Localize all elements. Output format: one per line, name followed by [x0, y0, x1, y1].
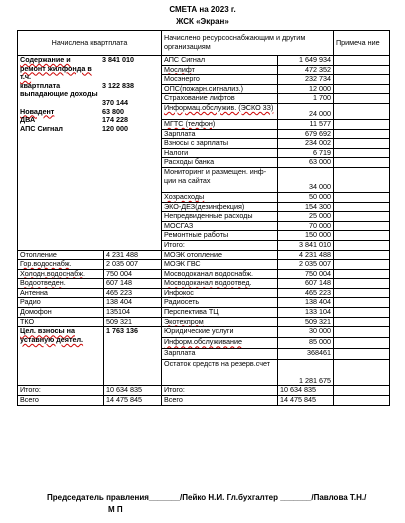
supplier-label: Радиосеть: [162, 298, 278, 308]
utility-accrued: 509 321: [104, 317, 162, 327]
note-cell: [334, 119, 390, 129]
note-cell: [334, 65, 390, 75]
supplier-value: 138 404: [278, 298, 334, 308]
note-cell: [334, 192, 390, 202]
supplier-label: Мосводоканал водоотвед.: [162, 279, 278, 289]
breakdown-label: ДВА: [20, 115, 36, 125]
supplier-value: 750 004: [278, 269, 334, 279]
expense-label: Итого:: [162, 240, 278, 250]
expense-label: Мониторинг и размещен. инф-ции на сайтах: [162, 167, 278, 192]
utility-accrued: 4 231 488: [104, 250, 162, 260]
note-cell: [334, 279, 390, 289]
target-item-label: Зарплата: [162, 349, 278, 360]
target-item-label: Остаток средств на резерв.счет: [162, 360, 278, 386]
note-cell: [334, 317, 390, 327]
target-item-label: Юридические услуги: [162, 327, 278, 338]
expense-value: 472 352: [278, 65, 334, 75]
signature-line: Председатель правления_______/Пейко Н.И. Гл.бухгалтер _______/Павлова Т.Н./: [47, 493, 367, 502]
total-label: Всего: [162, 396, 278, 406]
expense-value: 154 300: [278, 202, 334, 212]
note-cell: [334, 240, 390, 250]
target-item-label: Информ.обслуживание: [162, 338, 278, 349]
expense-value: 232 734: [278, 75, 334, 85]
note-cell: [334, 288, 390, 298]
note-cell: [334, 250, 390, 260]
expense-label: Страхование лифтов: [162, 94, 278, 104]
expense-label: Зарплата: [162, 129, 278, 139]
utility-accrued: 465 223: [104, 288, 162, 298]
note-cell: [334, 158, 390, 168]
expense-value: 63 000: [278, 158, 334, 168]
expense-value: 34 000: [278, 167, 334, 192]
expense-value: 50 000: [278, 192, 334, 202]
expense-value: 24 000: [278, 103, 334, 119]
note-cell: [334, 231, 390, 241]
utility-accrued: 138 404: [104, 298, 162, 308]
expense-label: ОПС(пожарн.сигнализ.): [162, 84, 278, 94]
total-label: Итого:: [18, 386, 104, 396]
total-value: 14 475 845: [278, 396, 334, 406]
expense-value: 25 000: [278, 212, 334, 222]
supplier-value: 133 104: [278, 308, 334, 318]
note-cell: [334, 360, 390, 386]
expense-label: Мослифт: [162, 65, 278, 75]
breakdown-label: Содержание и ремонт жилфонда в т.ч.: [20, 55, 92, 82]
breakdown-label: Новадент: [20, 106, 55, 116]
supplier-label: Инфокос: [162, 288, 278, 298]
total-label: Итого:: [162, 386, 278, 396]
document-title: СМЕТА на 2023 г.: [169, 5, 236, 14]
breakdown-value: 63 800: [102, 106, 124, 116]
total-value: 10 634 835: [104, 386, 162, 396]
expense-value: 70 000: [278, 221, 334, 231]
organization-name: ЖСК «Экран»: [176, 17, 229, 26]
utility-accrued: 607 148: [104, 279, 162, 289]
note-cell: [334, 212, 390, 222]
expense-label: Хозрасходы: [162, 192, 278, 202]
breakdown-item: [20, 108, 159, 117]
note-cell: [334, 94, 390, 104]
total-value: 14 475 845: [104, 396, 162, 406]
expense-label: Ремонтные работы: [162, 231, 278, 241]
note-cell: [334, 260, 390, 270]
expense-value: 234 002: [278, 139, 334, 149]
breakdown-item: [20, 56, 159, 82]
supplier-value: 509 321: [278, 317, 334, 327]
utility-label: Отопление: [18, 250, 104, 260]
target-item-value: 30 000: [278, 327, 334, 338]
note-cell: [334, 386, 390, 396]
expense-label: Мосэнерго: [162, 75, 278, 85]
utility-label: Антенна: [18, 288, 104, 298]
note-cell: [334, 84, 390, 94]
utility-label: ТКО: [18, 317, 104, 327]
expense-label: Информац.обслужив. (ЭСКО 3З): [162, 103, 278, 119]
supplier-value: 465 223: [278, 288, 334, 298]
breakdown-item: [20, 82, 159, 99]
expense-label: Взносы с зарплаты: [162, 139, 278, 149]
note-cell: [334, 167, 390, 192]
utility-label: Домофон: [18, 308, 104, 318]
target-item-value: 1 281 675: [278, 360, 334, 386]
expense-value: 150 000: [278, 231, 334, 241]
utility-label: Радио: [18, 298, 104, 308]
breakdown-value: 174 228: [102, 115, 128, 125]
utility-label: Водоотведен.: [18, 279, 104, 289]
expense-label: Налоги: [162, 148, 278, 158]
supplier-label: Экотехпром: [162, 317, 278, 327]
breakdown-value: 3 841 010: [102, 55, 134, 64]
note-cell: [334, 338, 390, 349]
expense-label: Расходы банка: [162, 158, 278, 168]
breakdown-item: [20, 125, 159, 134]
expense-label: Непредвиденные расходы: [162, 212, 278, 222]
expense-value: 6 719: [278, 148, 334, 158]
supplier-value: 4 231 488: [278, 250, 334, 260]
target-value: 1 763 136: [104, 327, 162, 386]
note-cell: [334, 56, 390, 66]
note-cell: [334, 148, 390, 158]
supplier-label: МОЭК отопление: [162, 250, 278, 260]
header-accrued-rent: Начислена квартплата: [18, 31, 162, 56]
note-cell: [334, 103, 390, 119]
expense-value: 12 000: [278, 84, 334, 94]
expense-value: 1 700: [278, 94, 334, 104]
utility-accrued: 135104: [104, 308, 162, 318]
note-cell: [334, 129, 390, 139]
note-cell: [334, 75, 390, 85]
supplier-label: МОЭК ГВС: [162, 260, 278, 270]
stamp-mark: М П: [108, 505, 123, 514]
utility-accrued: 2 035 007: [104, 260, 162, 270]
supplier-label: Мосводоканал водоснабж.: [162, 269, 278, 279]
header-note: Примеча ние: [334, 31, 390, 56]
expense-value: 679 692: [278, 129, 334, 139]
target-label: Цел. взносы на уставную деятел.: [18, 327, 104, 386]
expense-value: 3 841 010: [278, 240, 334, 250]
total-value: 10 634 835: [278, 386, 334, 396]
utility-label: Холодн.водоснабж.: [18, 269, 104, 279]
note-cell: [334, 349, 390, 360]
utility-label: Гор.водоснабж.: [18, 260, 104, 270]
target-item-value: 368461: [278, 349, 334, 360]
header-accrued-suppliers: Начислено ресурсоснабжающим и другим организациям: [162, 31, 334, 56]
maintenance-breakdown: [18, 56, 162, 251]
note-cell: [334, 396, 390, 406]
expense-value: 11 577: [278, 119, 334, 129]
breakdown-value: 120 000: [102, 123, 128, 133]
breakdown-label: АПС Сигнал: [20, 123, 63, 133]
breakdown-label: квартплата выпадающие доходы: [20, 80, 98, 99]
total-label: Всего: [18, 396, 104, 406]
expense-label: АПС Сигнал: [162, 56, 278, 66]
expense-value: 1 649 934: [278, 56, 334, 66]
note-cell: [334, 298, 390, 308]
note-cell: [334, 327, 390, 338]
breakdown-value: 3 122 838: [102, 80, 134, 90]
supplier-value: 2 035 007: [278, 260, 334, 270]
supplier-label: Перспектива ТЦ: [162, 308, 278, 318]
note-cell: [334, 221, 390, 231]
expense-label: ЭКО-ДЕЗ(дезинфекция): [162, 202, 278, 212]
note-cell: [334, 308, 390, 318]
expense-label: МГТС (телфон): [162, 119, 278, 129]
supplier-value: 607 148: [278, 279, 334, 289]
breakdown-value: 370 144: [102, 97, 128, 107]
target-item-value: 85 000: [278, 338, 334, 349]
note-cell: [334, 202, 390, 212]
utility-accrued: 750 004: [104, 269, 162, 279]
budget-table: [17, 30, 390, 406]
expense-label: МОСГАЗ: [162, 221, 278, 231]
note-cell: [334, 269, 390, 279]
note-cell: [334, 139, 390, 149]
